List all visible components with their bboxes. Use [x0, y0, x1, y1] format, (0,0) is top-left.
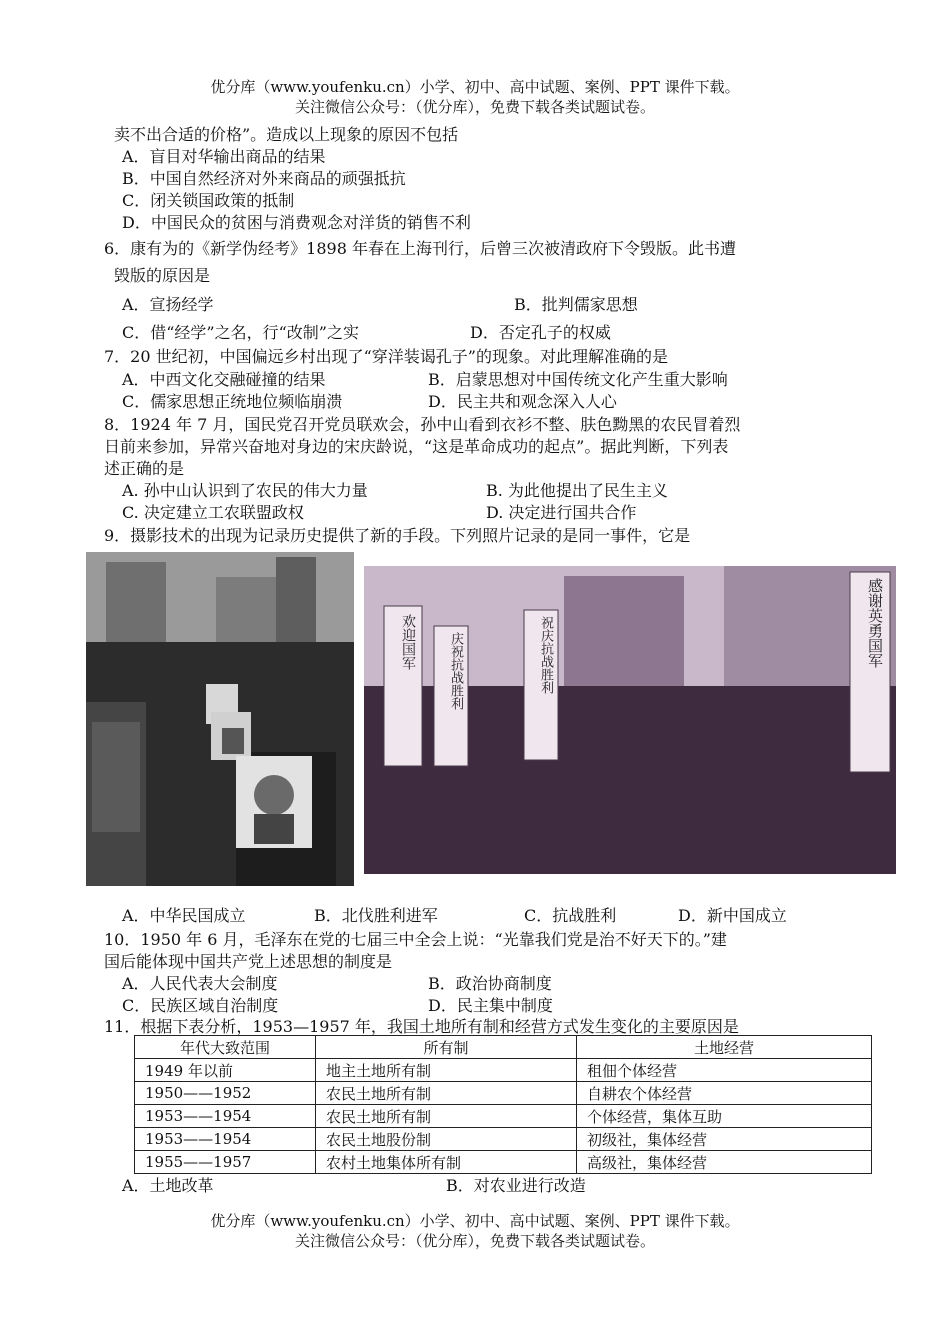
q6-stem-1: 6．康有为的《新学伪经考》1898 年春在上海刊行，后曾三次被清政府下令毁版。此书遭: [104, 239, 736, 258]
table-header: 所有制: [316, 1036, 577, 1059]
table-cell: 农村土地集体所有制: [316, 1151, 577, 1174]
table-row: [135, 1151, 872, 1174]
q6-option-d: D．否定孔子的权威: [470, 323, 611, 342]
q5-option-a: A．盲目对华输出商品的结果: [122, 147, 326, 166]
q10-stem-2: 国后能体现中国共产党上述思想的制度是: [104, 952, 393, 971]
footer-line-1: 优分库（www.youfenku.cn）小学、初中、高中试题、案例、PPT 课件下载。: [210, 1212, 740, 1230]
banner-victory: 祝庆抗战胜利: [538, 616, 553, 694]
table-cell: 1953——1954: [135, 1128, 316, 1151]
q8-option-b: B. 为此他提出了民生主义: [486, 481, 668, 500]
q8-stem-2: 日前来参加，异常兴奋地对身边的宋庆龄说，“这是革命成功的起点”。据此判断，下列表: [104, 437, 729, 456]
table-cell: 地主土地所有制: [316, 1059, 577, 1082]
q8-stem-1: 8．1924 年 7 月，国民党召开党员联欢会，孙中山看到衣衫不整、肤色黝黑的农民冒着烈: [104, 415, 741, 434]
q9-stem: 9．摄影技术的出现为记录历史提供了新的手段。下列照片记录的是同一事件，它是: [104, 526, 691, 545]
table-cell: 初级社，集体经营: [577, 1128, 872, 1151]
banner-thanks: 感谢英勇国军: [866, 578, 884, 668]
q9-option-d: D．新中国成立: [678, 906, 787, 925]
q6-option-c: C．借“经学”之名，行“改制”之实: [122, 323, 359, 342]
table-header: 年代大致范围: [135, 1036, 316, 1059]
table-cell: 1949 年以前: [135, 1059, 316, 1082]
table-cell: 租佃个体经营: [577, 1059, 872, 1082]
photo-parade-portraits: [86, 552, 354, 886]
q9-option-c: C．抗战胜利: [524, 906, 617, 925]
q5-stem: 卖不出合适的价格”。造成以上现象的原因不包括: [114, 125, 459, 144]
q6-stem-2: 毁版的原因是: [114, 266, 211, 285]
q6-option-b: B．批判儒家思想: [514, 295, 638, 314]
table-header-row: [135, 1036, 872, 1059]
q7-stem: 7．20 世纪初，中国偏远乡村出现了“穿洋装谒孔子”的现象。对此理解准确的是: [104, 347, 668, 366]
q9-option-b: B．北伐胜利进军: [314, 906, 438, 925]
table-cell: 个体经营，集体互助: [577, 1105, 872, 1128]
q7-option-b: B．启蒙思想对中国传统文化产生重大影响: [428, 370, 728, 389]
q10-option-b: B．政治协商制度: [428, 974, 552, 993]
q10-option-d: D．民主集中制度: [428, 996, 553, 1015]
q11-stem: 11．根据下表分析，1953—1957 年，我国土地所有制和经营方式发生变化的主要原因是: [104, 1017, 739, 1036]
table-row: [135, 1105, 872, 1128]
q5-option-d: D．中国民众的贫困与消费观念对洋货的销售不利: [122, 213, 471, 232]
q8-option-a: A. 孙中山认识到了农民的伟大力量: [122, 481, 368, 500]
q8-option-c: C. 决定建立工农联盟政权: [122, 503, 304, 522]
table-cell: 自耕农个体经营: [577, 1082, 872, 1105]
table-cell: 农民土地所有制: [316, 1105, 577, 1128]
table-cell: 农民土地股份制: [316, 1128, 577, 1151]
header-line-1: 优分库（www.youfenku.cn）小学、初中、高中试题、案例、PPT 课件下载。: [210, 78, 740, 96]
parade-photo-illustration: [86, 552, 354, 886]
q6-option-a: A．宣扬经学: [122, 295, 214, 314]
q10-stem-1: 10．1950 年 6 月，毛泽东在党的七届三中全会上说：“光靠我们党是治不好天下的。”建: [104, 930, 727, 949]
table-row: [135, 1082, 872, 1105]
table-cell: 高级社，集体经营: [577, 1151, 872, 1174]
table-cell: 1953——1954: [135, 1105, 316, 1128]
q5-option-b: B．中国自然经济对外来商品的顽强抵抗: [122, 169, 406, 188]
table-cell: 1950——1952: [135, 1082, 316, 1105]
q8-option-d: D. 决定进行国共合作: [486, 503, 637, 522]
q7-option-a: A．中西文化交融碰撞的结果: [122, 370, 326, 389]
q7-option-c: C．儒家思想正统地位频临崩溃: [122, 392, 343, 411]
banner-celebrate: 庆祝抗战胜利: [448, 632, 463, 710]
q8-stem-3: 述正确的是: [104, 459, 185, 478]
table-header: 土地经营: [577, 1036, 872, 1059]
q7-option-d: D．民主共和观念深入人心: [428, 392, 617, 411]
table-cell: 农民土地所有制: [316, 1082, 577, 1105]
land-ownership-table: [134, 1035, 872, 1174]
q9-option-a: A．中华民国成立: [122, 906, 246, 925]
table-row: [135, 1128, 872, 1151]
photo-crowd-banners: [364, 566, 896, 874]
crowd-photo-illustration: [364, 566, 896, 874]
table-row: [135, 1059, 872, 1082]
header-line-2: 关注微信公众号：（优分库），免费下载各类试题试卷。: [294, 98, 655, 116]
q10-option-c: C．民族区域自治制度: [122, 996, 279, 1015]
q5-option-c: C．闭关锁国政策的抵制: [122, 191, 295, 210]
q11-option-a: A．土地改革: [122, 1176, 214, 1195]
banner-welcome: 欢迎国军: [400, 614, 416, 670]
q10-option-a: A．人民代表大会制度: [122, 974, 278, 993]
q11-option-b: B．对农业进行改造: [446, 1176, 586, 1195]
table-cell: 1955——1957: [135, 1151, 316, 1174]
footer-line-2: 关注微信公众号：（优分库），免费下载各类试题试卷。: [294, 1232, 655, 1250]
